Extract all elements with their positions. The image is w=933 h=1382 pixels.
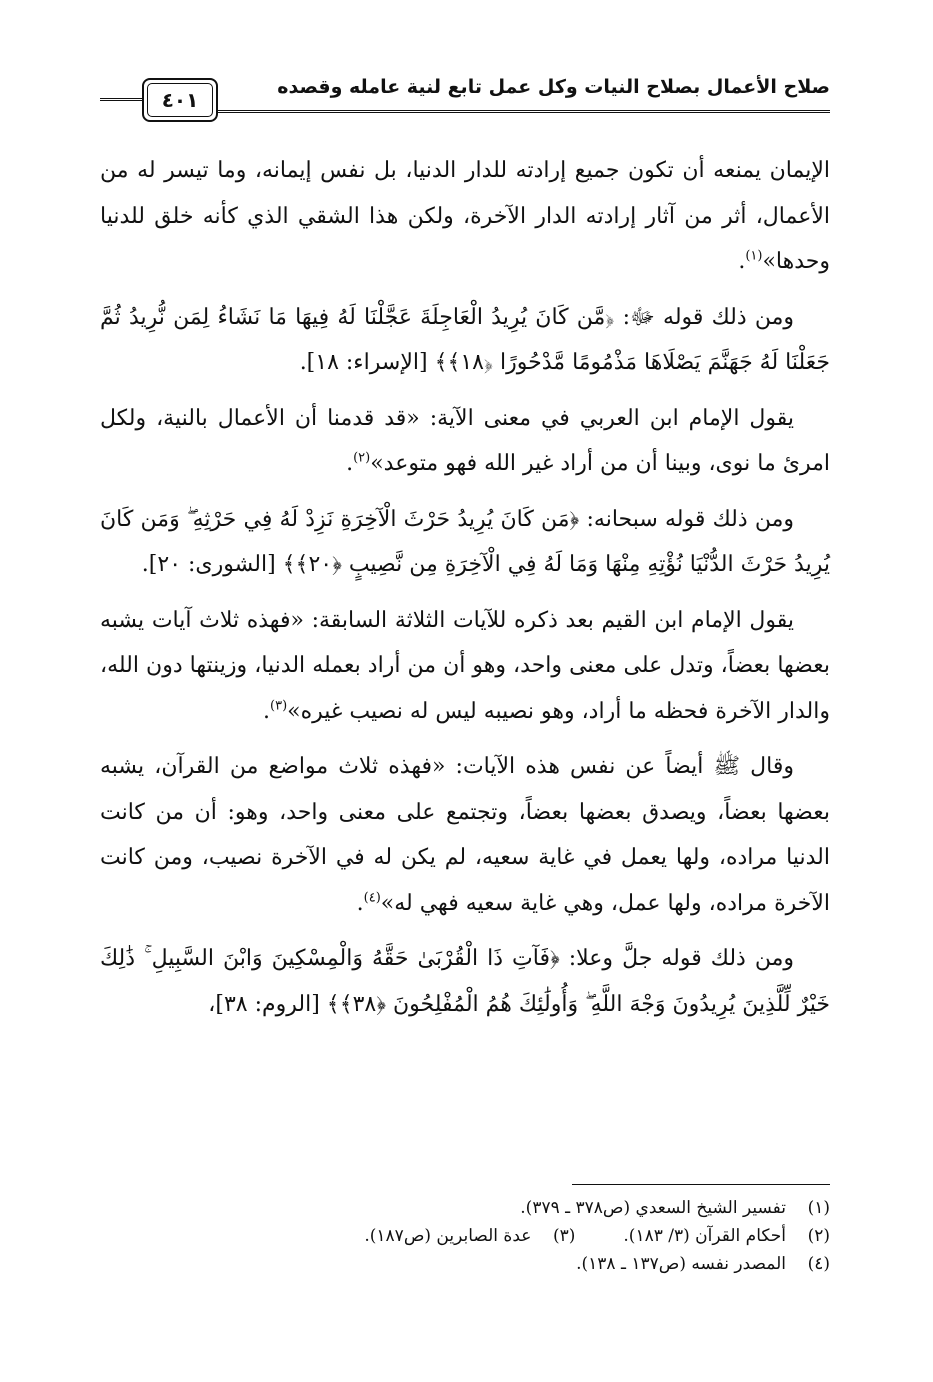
footnote-separator — [572, 1184, 830, 1185]
page-header — [100, 68, 830, 128]
footnotes — [100, 1194, 830, 1278]
footnote-2-text: أحكام القرآن (٣/ ١٨٣). — [623, 1226, 786, 1246]
paragraph-6-text: وقال ﷺ أيضاً عن نفس هذه الآيات: «فهذه ثلاث مواضع من القرآن، يشبه بعضها بعضاً، ويصدق بعضها بعضاً، وتجتمع على معنى واحد، وهو: أن من كانت الدنيا مراده، ولها يعمل في غاية سعيه، لم يكن له في الآخرة نصيب، ومن كانت الآخرة مراده، ولها عمل، وهي غاية سعيه فهي له» — [100, 754, 830, 916]
page-number: ٤٠١ — [161, 88, 199, 112]
paragraph-5-text: يقول الإمام ابن القيم بعد ذكره للآيات الثلاثة السابقة: «فهذه ثلاث آيات يشبه بعضها بعضاً، وتدل على معنى واحد، وهو أن من أراد بعمله الدنيا، وزينتها دون الله، والدار الآخرة فحظه ما أراد، وهو نصيبه ليس له نصيب غيره» — [100, 607, 830, 724]
footnote-1 — [100, 1194, 830, 1222]
body-text — [100, 148, 830, 1037]
paragraph-2 — [100, 295, 830, 386]
footnote-4 — [100, 1250, 830, 1278]
footnote-3-text: عدة الصابرين (ص١٨٧). — [364, 1226, 532, 1246]
sentence-end: . — [346, 451, 354, 476]
paragraph-3-text: يقول الإمام ابن العربي في معنى الآية: «قد قدمنا أن الأعمال بالنية، ولكل امرئ ما نوى، وبينا أن من أراد غير الله فهو متوعد» — [100, 405, 830, 476]
page-number-box — [142, 78, 218, 122]
footnote-2-3 — [100, 1222, 830, 1250]
paragraph-4-text: ومن ذلك قوله سبحانه: ﴿مَن كَانَ يُرِيدُ حَرْثَ الْآخِرَةِ نَزِدْ لَهُ فِي حَرْثِهِ ۖ وَمَن كَانَ يُرِيدُ حَرْثَ الدُّنْيَا نُؤْتِهِ مِنْهَا وَمَا لَهُ فِي الْآخِرَةِ مِن نَّصِيبٍ ﴿٢٠﴾﴾ [الشورى: ٢٠]. — [100, 506, 830, 577]
sentence-end: . — [356, 890, 364, 916]
footnote-marker-3: (٣) — [270, 698, 288, 714]
footnote-marker-1: (١) — [745, 248, 763, 264]
paragraph-6 — [100, 744, 830, 926]
header-left-rule — [100, 98, 142, 101]
paragraph-7-text: ومن ذلك قوله جلَّ وعلا: ﴿فَآتِ ذَا الْقُرْبَىٰ حَقَّهُ وَالْمِسْكِينَ وَابْنَ السَّبِيلِ ۚ ذَٰلِكَ خَيْرٌ لِّلَّذِينَ يُرِيدُونَ وَجْهَ اللَّهِ ۖ وَأُولَٰئِكَ هُمُ الْمُفْلِحُونَ ﴿٣٨﴾﴾ [الروم: ٣٨]، — [100, 946, 830, 1017]
footnote-1-number: (١) — [807, 1198, 830, 1218]
footnote-marker-4: (٤) — [363, 890, 381, 906]
sentence-end: . — [263, 698, 271, 724]
running-title: صلاح الأعمال بصلاح النيات وكل عمل تابع لنية عامله وقصده — [277, 76, 830, 98]
paragraph-5 — [100, 598, 830, 735]
paragraph-2-text: ومن ذلك قوله ﷻ: ﴿مَّن كَانَ يُرِيدُ الْعَاجِلَةَ عَجَّلْنَا لَهُ فِيهَا مَا نَشَاءُ لِمَن نُّرِيدُ ثُمَّ جَعَلْنَا لَهُ جَهَنَّمَ يَصْلَاهَا مَذْمُومًا مَّدْحُورًا ﴿١٨﴾﴾ [الإسراء: ١٨]. — [100, 304, 830, 375]
footnote-2-number: (٢) — [807, 1226, 830, 1246]
paragraph-1 — [100, 148, 830, 285]
paragraph-1-text: الإيمان يمنعه أن تكون جميع إرادته للدار الدنيا، بل نفس إيمانه، وما تيسر له من الأعمال، أثر من آثار إرادته الدار الآخرة، ولكن هذا الشقي الذي كأنه خلق للدنيا وحدها» — [100, 158, 830, 274]
paragraph-7 — [100, 936, 830, 1027]
footnote-3-number: (٣) — [552, 1226, 576, 1246]
paragraph-3 — [100, 396, 830, 487]
footnote-4-text: المصدر نفسه (ص١٣٧ ـ ١٣٨). — [576, 1254, 786, 1274]
footnote-marker-2: (٢) — [353, 450, 371, 466]
sentence-end: . — [738, 249, 746, 274]
footnote-4-number: (٤) — [807, 1254, 830, 1274]
paragraph-4 — [100, 497, 830, 588]
footnote-1-text: تفسير الشيخ السعدي (ص٣٧٨ ـ ٣٧٩). — [520, 1198, 786, 1218]
header-rule — [218, 110, 830, 113]
